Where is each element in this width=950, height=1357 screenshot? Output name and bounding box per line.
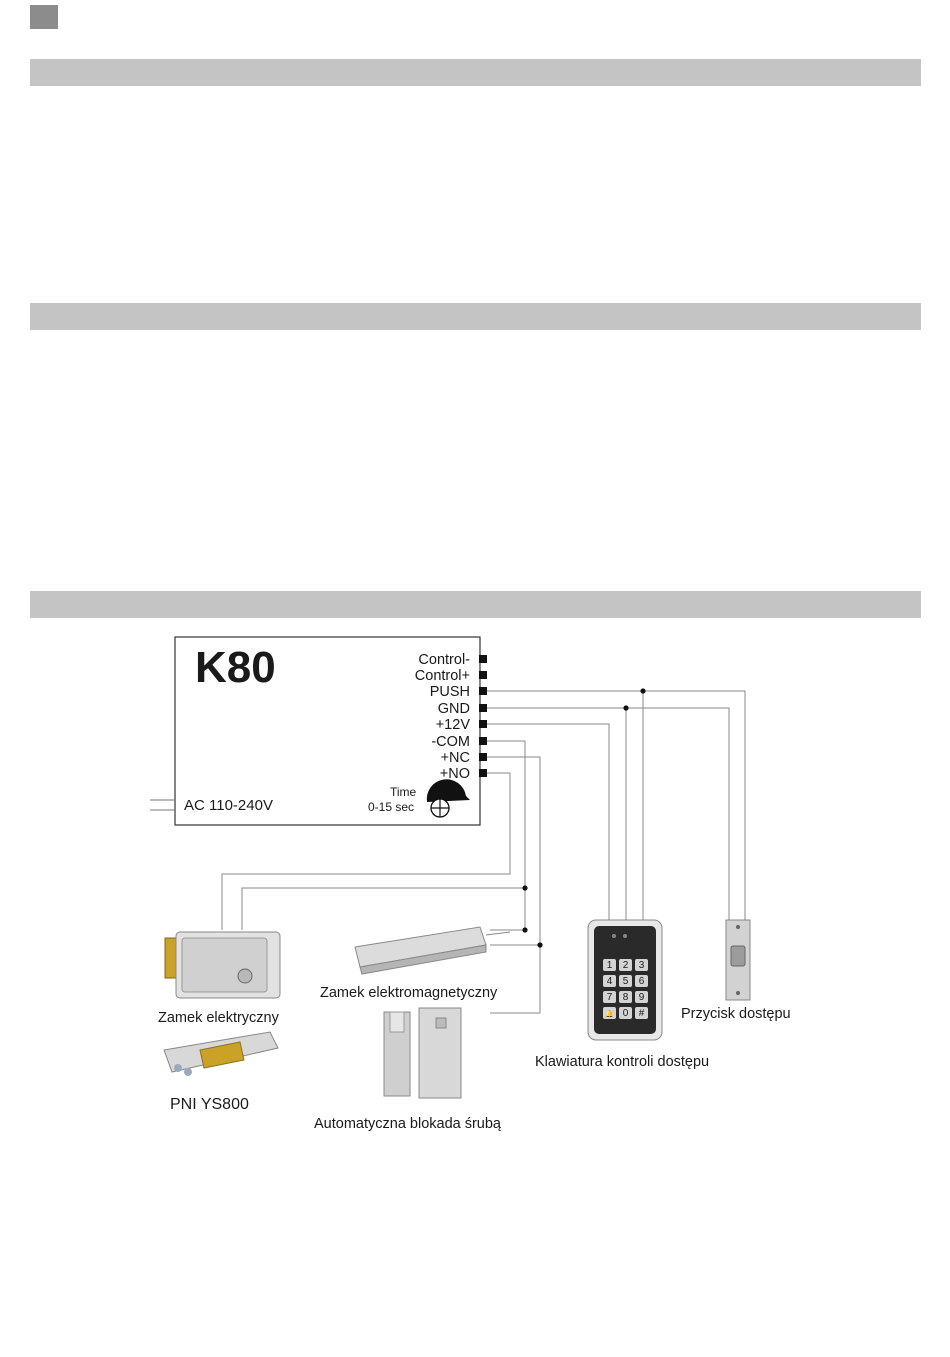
keypad-key: 5 — [622, 976, 629, 987]
wiring-diagram — [0, 620, 950, 1150]
terminal-label-12v: +12V — [435, 717, 470, 733]
junction-dot — [537, 942, 542, 947]
keypad-key: 4 — [606, 976, 613, 987]
electric-strike-image — [164, 1032, 278, 1076]
keypad-key: 🔔 — [605, 1011, 614, 1018]
junction-dot — [522, 885, 527, 890]
terminal-pin — [479, 769, 487, 777]
electric-lock-label: Zamek elektryczny — [158, 1010, 279, 1026]
page-corner-marker — [30, 5, 58, 29]
bolt-lock-label: Automatyczna blokada śrubą — [314, 1116, 501, 1132]
section-header-bar-3 — [30, 591, 921, 618]
keypad-key: 6 — [638, 976, 645, 987]
exit-button-label: Przycisk dostępu — [681, 1006, 791, 1022]
terminal-pin — [479, 720, 487, 728]
keypad-key: 8 — [622, 992, 629, 1003]
section-header-bar-2 — [30, 303, 921, 330]
timer-label: Time — [390, 785, 417, 799]
terminal-label-no: +NO — [439, 766, 470, 782]
power-label: AC 110-240V — [184, 797, 273, 814]
keypad-key: 3 — [638, 960, 645, 971]
electric-lock-image — [165, 932, 280, 998]
keypad-key: 2 — [622, 960, 629, 971]
terminal-pin — [479, 753, 487, 761]
magnetic-lock-image — [355, 927, 510, 974]
exit-button-image — [726, 920, 750, 1000]
junction-dot — [623, 705, 628, 710]
terminal-label-gnd: GND — [437, 701, 470, 717]
keypad-key: # — [638, 1008, 645, 1019]
terminal-label-control-minus: Control- — [418, 652, 470, 668]
terminal-pin — [479, 687, 487, 695]
terminal-label-nc: +NC — [440, 750, 470, 766]
bolt-lock-image — [384, 1008, 461, 1098]
keypad-label: Klawiatura kontroli dostępu — [535, 1054, 710, 1070]
terminal-pin — [479, 655, 487, 663]
terminal-pin — [479, 737, 487, 745]
terminal-pin — [479, 671, 487, 679]
strike-model-label: PNI YS800 — [170, 1096, 249, 1113]
junction-dot — [522, 927, 527, 932]
junction-dot — [640, 688, 645, 693]
timer-range: 0-15 sec — [368, 800, 415, 814]
controller-model: K80 — [195, 643, 276, 692]
keypad-key: 1 — [606, 960, 613, 971]
keypad-key: 0 — [622, 1008, 629, 1019]
terminal-label-push: PUSH — [429, 684, 470, 700]
terminal-pin — [479, 704, 487, 712]
keypad-image — [588, 920, 662, 1040]
keypad-key: 9 — [638, 992, 645, 1003]
magnetic-lock-label: Zamek elektromagnetyczny — [320, 985, 498, 1001]
terminal-label-control-plus: Control+ — [414, 668, 470, 684]
terminal-label-com: -COM — [431, 734, 470, 750]
keypad-key: 7 — [606, 992, 613, 1003]
section-header-bar-1 — [30, 59, 921, 86]
